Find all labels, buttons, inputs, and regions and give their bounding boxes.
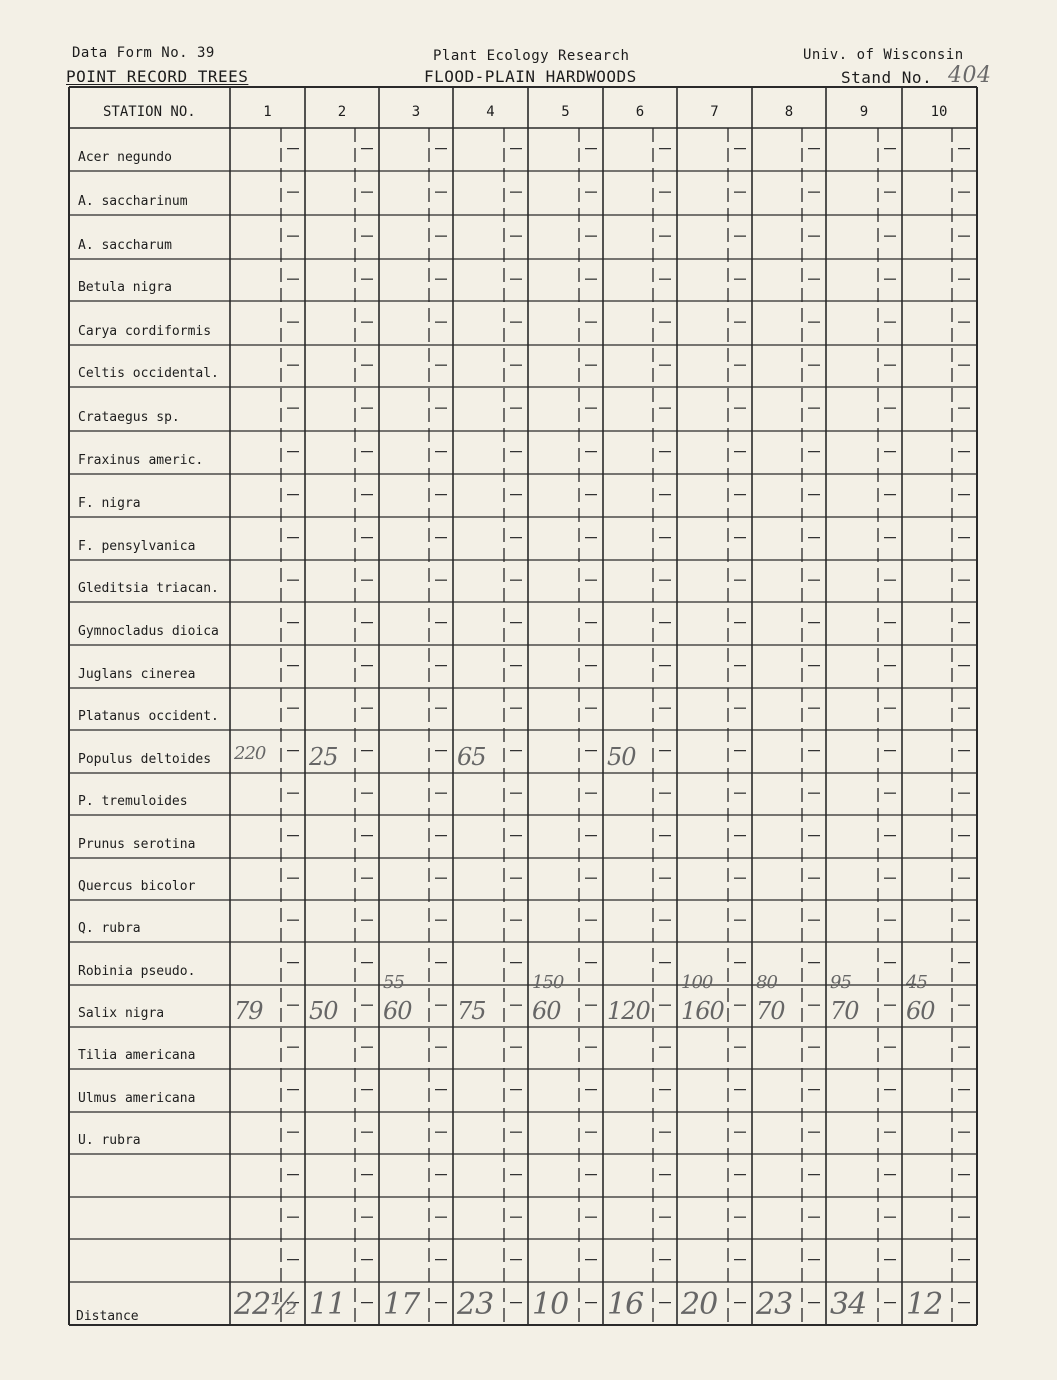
station-header-10: 10 [930, 104, 948, 120]
salix-upper-entry: 80 [756, 972, 777, 993]
salix-lower-entry: 160 [681, 997, 724, 1025]
station-header-1: 1 [263, 104, 272, 120]
species-label: Tilia americana [78, 1048, 196, 1063]
salix-lower-entry: 60 [383, 997, 412, 1025]
salix-lower-entry: 50 [309, 997, 338, 1025]
distance-entry: 20 [681, 1287, 718, 1322]
salix-upper-entry: 100 [681, 972, 713, 993]
station-header-6: 6 [635, 104, 645, 120]
salix-lower-entry: 70 [756, 997, 785, 1025]
salix-lower-entry: 75 [457, 997, 486, 1025]
species-label: Acer negundo [78, 150, 172, 165]
populus-entry: 50 [607, 743, 636, 771]
stand-number-label: Stand No. [841, 68, 933, 87]
distance-entry: 17 [383, 1287, 420, 1322]
station-number-label: STATION NO. [103, 104, 196, 120]
species-label: Q. rubra [78, 921, 141, 936]
salix-lower-entry: 60 [906, 997, 935, 1025]
species-label: U. rubra [78, 1133, 141, 1148]
species-label: Carya cordiformis [78, 324, 212, 339]
distance-entry: 16 [607, 1287, 644, 1322]
species-label: Populus deltoides [78, 752, 212, 767]
populus-entry: 65 [457, 743, 486, 771]
species-label: P. tremuloides [78, 794, 188, 809]
salix-lower-entry: 79 [234, 997, 263, 1025]
distance-label: Distance [76, 1309, 139, 1324]
salix-lower-entry: 70 [830, 997, 859, 1025]
populus-entry: 25 [309, 743, 338, 771]
form-number: Data Form No. 39 [72, 45, 215, 61]
distance-entry: 22½ [234, 1287, 299, 1322]
species-label: Salix nigra [78, 1006, 165, 1021]
distance-entry: 34 [830, 1287, 867, 1322]
distance-entry: 23 [457, 1287, 494, 1322]
species-label: A. saccharinum [78, 194, 188, 209]
distance-entry: 10 [532, 1287, 569, 1322]
distance-entry: 11 [309, 1287, 346, 1322]
species-label: Prunus serotina [78, 837, 196, 852]
form-subtitle: FLOOD-PLAIN HARDWOODS [424, 67, 637, 86]
station-header-5: 5 [561, 104, 570, 120]
species-label: Platanus occident. [78, 709, 219, 724]
species-label: F. pensylvanica [78, 539, 196, 554]
university-name: Univ. of Wisconsin [803, 47, 964, 63]
station-header-9: 9 [859, 104, 869, 120]
species-label: F. nigra [78, 496, 141, 511]
research-heading: Plant Ecology Research [433, 48, 630, 64]
species-label: Celtis occidental. [78, 366, 219, 381]
species-label: Fraxinus americ. [78, 453, 204, 468]
station-header-8: 8 [784, 104, 794, 120]
species-label: Gleditsia triacan. [78, 581, 219, 596]
station-header-3: 3 [411, 104, 421, 120]
station-header-2: 2 [337, 104, 347, 120]
species-label: Juglans cinerea [78, 667, 196, 682]
salix-lower-entry: 60 [532, 997, 561, 1025]
species-label: Betula nigra [78, 280, 172, 295]
species-label: Gymnocladus dioica [78, 624, 219, 639]
species-label: Crataegus sp. [78, 410, 180, 425]
salix-upper-entry: 150 [532, 972, 564, 993]
salix-upper-entry: 55 [383, 972, 404, 993]
distance-entry: 23 [756, 1287, 793, 1322]
station-header-7: 7 [710, 104, 719, 120]
species-label: Robinia pseudo. [78, 964, 196, 979]
form-title: POINT RECORD TREES [66, 67, 249, 86]
salix-upper-entry: 45 [906, 972, 927, 993]
salix-upper-entry: 95 [830, 972, 851, 993]
species-label: Quercus bicolor [78, 879, 196, 894]
station-header-4: 4 [486, 104, 495, 120]
distance-entry: 12 [906, 1287, 943, 1322]
stand-number-value: 404 [948, 63, 992, 88]
populus-entry: 220 [234, 743, 266, 764]
species-label: Ulmus americana [78, 1091, 196, 1106]
species-label: A. saccharum [78, 238, 172, 253]
salix-lower-entry: 120 [607, 997, 650, 1025]
